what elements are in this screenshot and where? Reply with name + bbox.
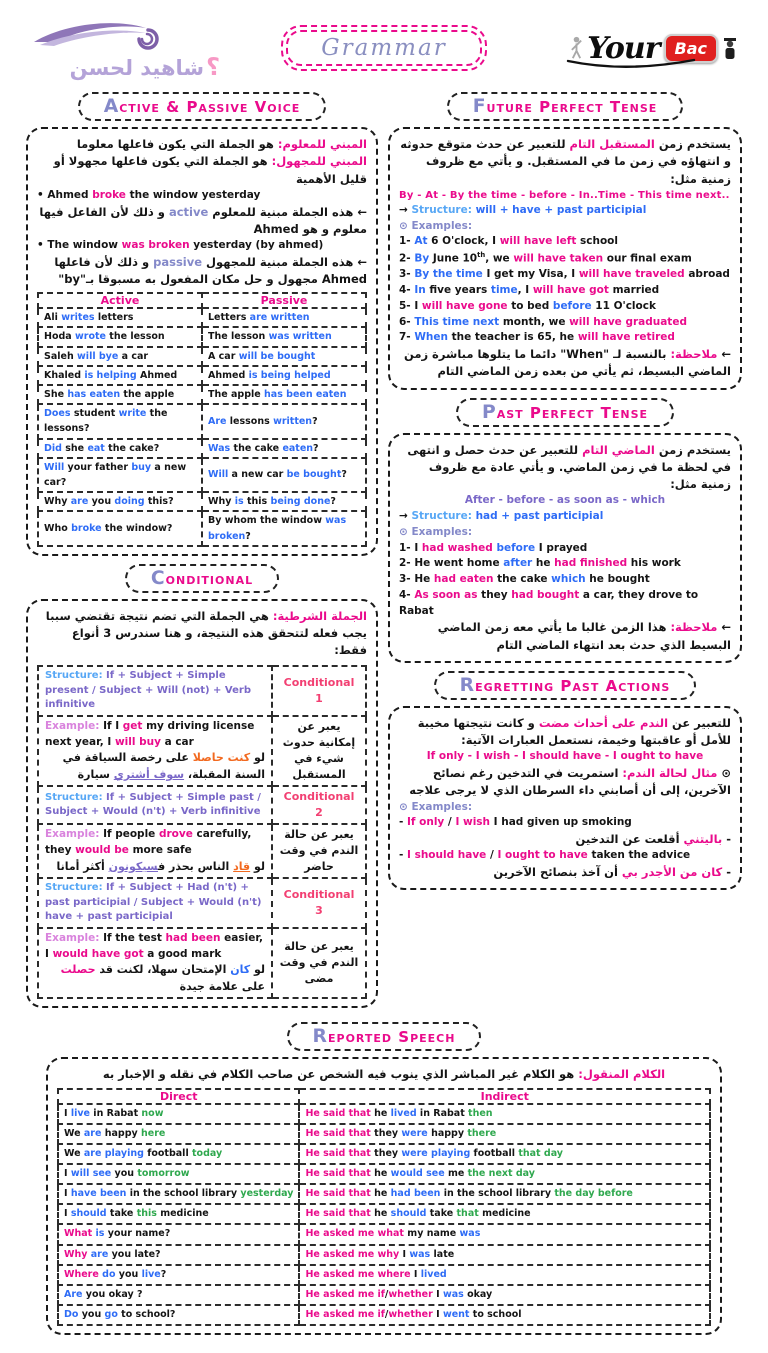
example-line: 4- As soon as they had bought a car, they drove to Rabat bbox=[399, 588, 699, 617]
passive-cell: Why is this being done? bbox=[202, 492, 366, 511]
table-row bbox=[38, 492, 366, 511]
swoosh-icon bbox=[566, 58, 696, 70]
example-line: 2- By June 10th, we will have taken our final exam bbox=[399, 251, 692, 265]
structure-line: → Structure: had + past participial bbox=[399, 510, 604, 522]
meaning-cell: يعبر عن إمكانية حدوث شيء في المستقبل bbox=[272, 716, 366, 787]
examples-list bbox=[399, 234, 731, 346]
table-row bbox=[38, 458, 366, 492]
school-logo bbox=[30, 18, 220, 79]
past-perfect-box bbox=[388, 433, 742, 663]
passive-cell: The lesson was written bbox=[202, 327, 366, 346]
two-column-area bbox=[0, 86, 768, 1016]
reported-speech-box bbox=[46, 1057, 722, 1335]
example-line: 5- I will have gone to bed before 11 O'clock bbox=[399, 299, 656, 312]
direct-cell: I live in Rabat now bbox=[58, 1104, 299, 1124]
example-cell bbox=[38, 824, 272, 878]
page-header bbox=[0, 14, 768, 86]
direct-cell: What is your name? bbox=[58, 1224, 299, 1244]
active-cell: Saleh will bye a car bbox=[38, 347, 202, 366]
heart-question-icon: ؟ bbox=[206, 52, 220, 81]
table-row bbox=[38, 385, 366, 404]
section-regretting-header bbox=[388, 671, 742, 700]
structure-cell: Structure: If + Subject + Simple past / Subject + Would (n't) + Verb infinitive bbox=[38, 786, 272, 824]
indirect-cell: He said that he lived in Rabat then bbox=[299, 1104, 710, 1124]
conditional-definition: الجملة الشرطية: هي الجملة التي تضم نتيجة تقتضي سببا يجب فعله لتتحقق هذه النتيجة، و هنا سندرس 3 أنواع فقط: bbox=[45, 608, 367, 658]
table-row bbox=[38, 308, 366, 327]
table-row bbox=[58, 1224, 710, 1244]
example-line: 7- When the teacher is 65, he will have retired bbox=[399, 331, 675, 344]
active-cell: Khaled is helping Ahmed bbox=[38, 366, 202, 385]
note-line: ← ملاحظة: هذا الزمن غالبا ما يأتي معه زمن الماضي البسيط الذي حدث بعد انتهاء الماضي التام bbox=[437, 620, 731, 652]
active-cell: Will your father buy a new car? bbox=[38, 458, 202, 492]
regret-example-note: ⊙ مثال لحالة الندم: استمريت في التدخين رغم نصائح الآخرين، إلى أن أصابني داء السرطان الذي لا يرجى علاجه bbox=[409, 766, 731, 798]
table-row bbox=[38, 327, 366, 346]
example-line: 1- I had washed before I prayed bbox=[399, 541, 588, 554]
section-title-past-perfect: Past Perfect Tense bbox=[456, 398, 674, 427]
definition-known: المبني للمعلوم: هو الجملة التي يكون فاعلها معلوما bbox=[76, 137, 367, 151]
graduate-icon bbox=[722, 35, 738, 61]
example-cell bbox=[38, 928, 272, 999]
table-row bbox=[58, 1305, 710, 1325]
reported-speech-table bbox=[57, 1088, 711, 1327]
indirect-cell: He said that he should take that medicine bbox=[299, 1204, 710, 1224]
note-line: ← ملاحظة: بالنسبة لـ "When" دائما ما يتلوها مباشرة زمن الماضي البسيط، ثم يأتي من بعده زمن الماضي التام bbox=[403, 347, 731, 379]
indirect-cell: He said that they were playing football that day bbox=[299, 1144, 710, 1164]
table-row bbox=[58, 1104, 710, 1124]
table-body bbox=[58, 1104, 710, 1326]
example-line: - If only / I wish I had given up smoking bbox=[399, 816, 632, 829]
time-adverbs: After - before - as soon as - which bbox=[464, 494, 666, 507]
direct-cell: Where do you live? bbox=[58, 1265, 299, 1285]
page-title: Grammar bbox=[321, 35, 447, 61]
direct-cell: I have been in the school library yesterday bbox=[58, 1184, 299, 1204]
your-text: Your bbox=[587, 30, 660, 66]
table-row bbox=[58, 1184, 710, 1204]
regretting-box bbox=[388, 706, 742, 891]
future-perfect-intro: يستخدم زمن المستقبل التام للتعبير عن حدث متوقع حدوثه و انتهاؤه في زمن ما في المستقبل. و يأتي مع ظروف زمنية مثل: bbox=[400, 137, 731, 186]
passive-cell: Will a new car be bought? bbox=[202, 458, 366, 492]
passive-cell: Was the cake eaten? bbox=[202, 439, 366, 458]
direct-cell: We are happy here bbox=[58, 1124, 299, 1144]
column-header-direct: Direct bbox=[58, 1089, 299, 1104]
active-cell: Who broke the window? bbox=[38, 511, 202, 545]
left-column bbox=[26, 86, 378, 1016]
examples-label: ⊙ Examples: bbox=[399, 525, 473, 538]
table-body bbox=[38, 308, 366, 545]
passive-cell: Letters are written bbox=[202, 308, 366, 327]
definition-unknown: المبني للمجهول: هو الجملة التي يكون فاعلها مجهولا أو قليل الأهمية bbox=[53, 154, 367, 186]
future-perfect-box bbox=[388, 127, 742, 390]
section-active-passive-header bbox=[26, 92, 378, 121]
section-title-regretting: Regretting Past Actions bbox=[434, 671, 697, 700]
example-arabic: لو كنت حاصلا على رخصة السياقة في السنة المقبلة، سوف أشتري سيارة bbox=[62, 751, 265, 781]
passive-cell: A car will be bought bbox=[202, 347, 366, 366]
right-column bbox=[388, 86, 742, 898]
example-line: 3- He had eaten the cake which he bought bbox=[399, 573, 650, 585]
feather-swirl-icon bbox=[30, 18, 180, 52]
conditional-3-label: Conditional 3 bbox=[272, 878, 366, 928]
grammar-badge bbox=[281, 25, 486, 71]
table-row bbox=[58, 1285, 710, 1305]
table-row bbox=[58, 1124, 710, 1144]
section-conditional-header bbox=[26, 564, 378, 593]
section-title-reported: Reported Speech bbox=[287, 1022, 482, 1051]
table-row bbox=[38, 511, 366, 545]
indirect-cell: He asked me if/whether I was okay bbox=[299, 1285, 710, 1305]
indirect-cell: He asked me why I was late bbox=[299, 1245, 710, 1265]
indirect-cell: He said that they were happy there bbox=[299, 1124, 710, 1144]
reported-definition: الكلام المنقول: هو الكلام غير المباشر الذي ينوب فيه الشخص عن صاحب الكلام في نقله و الإخبار به bbox=[102, 1067, 666, 1082]
conditional-table bbox=[37, 665, 367, 999]
meaning-cell: يعبر عن حالة الندم في وقت مضى bbox=[272, 928, 366, 999]
section-title-active-passive: Active & Passive Voice bbox=[78, 92, 327, 121]
conditional-1-label: Conditional 1 bbox=[272, 666, 366, 716]
section-future-perfect-header bbox=[388, 92, 742, 121]
active-cell: Does student write the lessons? bbox=[38, 404, 202, 438]
indirect-cell: He said that he had been in the school library the day before bbox=[299, 1184, 710, 1204]
active-cell: Ali writes letters bbox=[38, 308, 202, 327]
time-adverbs: By - At - By the time - before - In..Time - This time next.. bbox=[399, 189, 730, 201]
bac-badge: Bac bbox=[664, 34, 718, 63]
column-header-active: Active bbox=[38, 293, 202, 308]
structure-cell: Structure: If + Subject + Simple present / Subject + Will (not) + Verb infinitive bbox=[38, 666, 272, 716]
example-line: 3- By the time I get my Visa, I will have traveled abroad bbox=[399, 268, 730, 281]
active-cell: Hoda wrote the lesson bbox=[38, 327, 202, 346]
table-row bbox=[38, 928, 366, 999]
example-passive-sentence: • The window was broken yesterday (by ahmed) bbox=[37, 239, 324, 251]
example-active-sentence: • Ahmed broke the window yesterday bbox=[37, 188, 261, 201]
table-row bbox=[58, 1265, 710, 1285]
column-header-passive: Passive bbox=[202, 293, 366, 308]
examples-label: ⊙ Examples: bbox=[399, 800, 473, 813]
table-row bbox=[38, 666, 366, 716]
conditional-2-label: Conditional 2 bbox=[272, 786, 366, 824]
indirect-cell: He said that he would see me the next day bbox=[299, 1164, 710, 1184]
yourbac-logo bbox=[548, 31, 738, 66]
active-cell: Did she eat the cake? bbox=[38, 439, 202, 458]
past-perfect-intro: يستخدم زمن الماضي التام للتعبير عن حدث حصل و انتهى في لحظة ما في زمن الماضي. و يأتي عادة مع ظروف زمنية مثل: bbox=[407, 442, 731, 491]
passive-cell: By whom the window was broken? bbox=[202, 511, 366, 545]
example-arabic: - كان من الأجدر بي أن آخذ بنصائح الآخرين bbox=[493, 865, 731, 879]
passive-cell: Are lessons written? bbox=[202, 404, 366, 438]
indirect-cell: He asked me if/whether I went to school bbox=[299, 1305, 710, 1325]
examples-list bbox=[399, 541, 731, 620]
table-row bbox=[58, 1164, 710, 1184]
regretting-intro: للتعبير عن الندم على أحداث مضت و كانت نتيجتها مخيبة للأمل أو عاقبتها وخيمة، نستعمل العبارات الآتية: bbox=[417, 715, 731, 747]
example-line: 1- At 6 O'clock, I will have left school bbox=[399, 235, 618, 248]
example-cell bbox=[38, 716, 272, 787]
example-active-explanation: ← هذه الجملة مبنية للمعلوم active و ذلك لأن الفاعل فيها معلوم و هو Ahmed bbox=[39, 204, 367, 236]
table-row bbox=[58, 1245, 710, 1265]
table-row bbox=[38, 347, 366, 366]
table-row bbox=[38, 786, 366, 824]
section-title-future-perfect: Future Perfect Tense bbox=[447, 92, 684, 121]
section-reported-header bbox=[0, 1022, 768, 1051]
active-cell: Why are you doing this? bbox=[38, 492, 202, 511]
direct-cell: Why are you late? bbox=[58, 1245, 299, 1265]
example-arabic: لو قاد الناس بحذر فسيكونون أكثر أمانا bbox=[56, 859, 265, 873]
active-passive-box bbox=[26, 127, 378, 556]
structure-cell: Structure: If + Subject + Had (n't) + past participial / Subject + Would (n't) have + past participial bbox=[38, 878, 272, 928]
indirect-cell: He asked me what my name was bbox=[299, 1224, 710, 1244]
regret-phrases: If only - I wish - I should have - I ought to have bbox=[426, 750, 704, 763]
table-row bbox=[38, 404, 366, 438]
direct-cell: Are you okay ? bbox=[58, 1285, 299, 1305]
active-passive-table bbox=[37, 292, 367, 546]
active-cell: She has eaten the apple bbox=[38, 385, 202, 404]
direct-cell: I will see you tomorrow bbox=[58, 1164, 299, 1184]
structure-line: → Structure: will + have + past participial bbox=[399, 203, 647, 216]
example-english: Example: If the test had been easier, I would have got a good mark bbox=[45, 931, 263, 960]
indirect-cell: He asked me where I lived bbox=[299, 1265, 710, 1285]
direct-cell: Do you go to school? bbox=[58, 1305, 299, 1325]
table-row bbox=[38, 824, 366, 878]
example-line: 2- He went home after he had finished his work bbox=[399, 557, 681, 570]
section-past-perfect-header bbox=[388, 398, 742, 427]
table-row bbox=[58, 1144, 710, 1164]
examples-label: ⊙ Examples: bbox=[399, 219, 473, 232]
table-row bbox=[38, 366, 366, 385]
direct-cell: We are playing football today bbox=[58, 1144, 299, 1164]
direct-cell: I should take this medicine bbox=[58, 1204, 299, 1224]
conditional-box bbox=[26, 599, 378, 1009]
table-row bbox=[38, 439, 366, 458]
table-header-row bbox=[38, 293, 366, 308]
section-title-conditional: Conditional bbox=[125, 564, 279, 593]
example-line: 4- In five years time, I will have got married bbox=[399, 284, 660, 296]
passive-cell: Ahmed is being helped bbox=[202, 366, 366, 385]
passive-cell: The apple has been eaten bbox=[202, 385, 366, 404]
example-line: - I should have / I ought to have taken the advice bbox=[399, 849, 691, 862]
example-line: 6- This time next month, we will have graduated bbox=[399, 315, 687, 328]
table-row bbox=[58, 1204, 710, 1224]
meaning-cell: يعبر عن حالة الندم في وقت حاضر bbox=[272, 824, 366, 878]
example-arabic: - باليتني أقلعت عن التدخين bbox=[575, 832, 731, 846]
example-english: Example: If I get my driving license next year, I will buy a car bbox=[45, 719, 255, 748]
table-row bbox=[38, 716, 366, 787]
example-arabic: لو كان الإمتحان سهلا، لكنت قد حصلت على علامة جيدة bbox=[60, 963, 265, 993]
school-logo-text: ؟شاهيد لحسن bbox=[69, 52, 220, 81]
table-row bbox=[38, 878, 366, 928]
column-header-indirect: Indirect bbox=[299, 1089, 710, 1104]
table-header-row bbox=[58, 1089, 710, 1104]
example-passive-explanation: ← هذه الجملة مبنية للمجهول passive و ذلك لأن فاعلها Ahmed مجهول و حل مكان المفعول به مسبوقا بـ"by" bbox=[54, 254, 367, 286]
example-english: Example: If people drove carefully, they would be more safe bbox=[45, 828, 252, 857]
